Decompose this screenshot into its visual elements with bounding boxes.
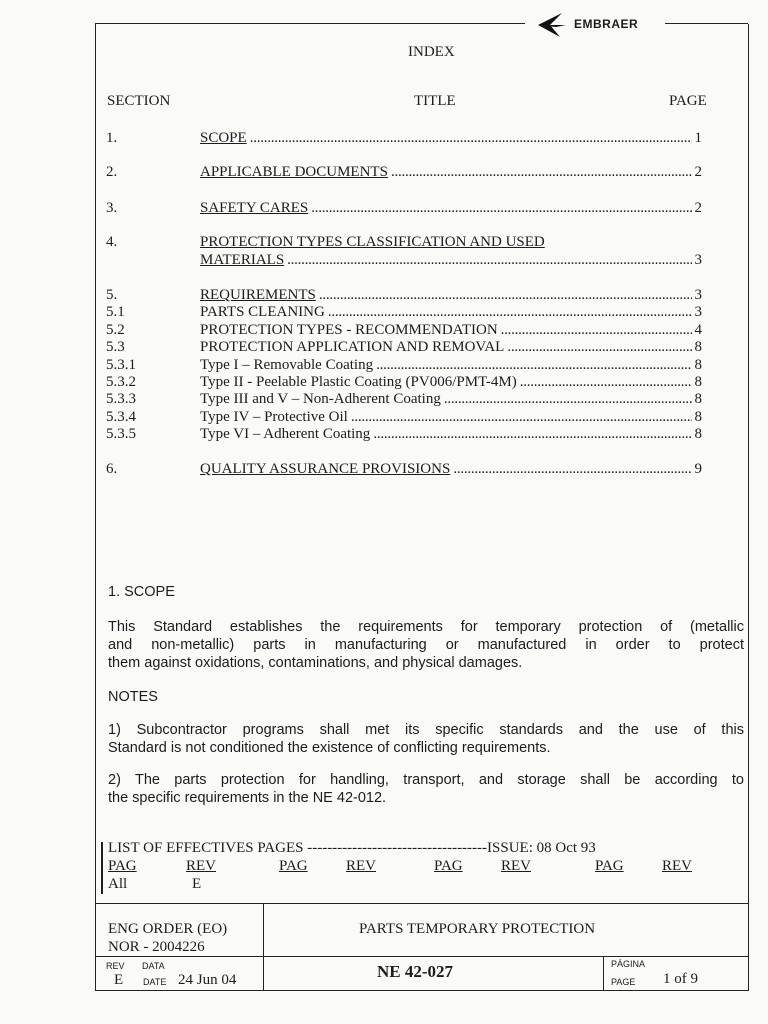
footer-divider — [603, 956, 604, 990]
toc-leader — [351, 408, 692, 426]
notes-heading: NOTES — [108, 689, 158, 705]
note-line: 1) Subcontractor programs shall met its specific standards and the use of this — [108, 722, 744, 738]
toc-row-4-cont[interactable] — [106, 251, 702, 269]
toc-leader — [250, 129, 692, 147]
toc-title[interactable]: Type III and V – Non-Adherent Coating — [200, 391, 441, 407]
toc-leader — [311, 199, 691, 217]
col-rev: REV — [346, 858, 376, 874]
toc-num: 1. — [106, 130, 118, 146]
toc-num: 2. — [106, 164, 118, 180]
embraer-arrow-icon — [536, 12, 570, 38]
toc-page: 4 — [694, 322, 702, 338]
toc-row-3[interactable] — [106, 199, 702, 217]
toc-leader — [507, 338, 691, 356]
toc-title[interactable]: Type IV – Protective Oil — [200, 409, 348, 425]
toc-row-5-3-3[interactable] — [106, 390, 702, 408]
toc-page: 8 — [694, 426, 702, 442]
toc-leader — [328, 303, 692, 321]
toc-num: 5.3.1 — [106, 357, 136, 373]
note-1 — [108, 721, 744, 757]
date-value: 24 Jun 04 — [178, 972, 237, 988]
toc-num: 5. — [106, 287, 118, 303]
col-title: TITLE — [414, 93, 456, 109]
toc-title[interactable]: REQUIREMENTS — [200, 287, 316, 303]
row-rev-value: E — [192, 876, 202, 892]
toc-leader — [376, 356, 691, 374]
row-pag-value: All — [108, 876, 128, 892]
toc-num: 6. — [106, 461, 118, 477]
col-section: SECTION — [107, 93, 171, 109]
toc-row-5-1[interactable] — [106, 303, 702, 321]
effective-pages-bar — [101, 842, 103, 894]
toc-title[interactable]: PROTECTION TYPES - RECOMMENDATION — [200, 322, 498, 338]
toc-page: 2 — [694, 200, 702, 216]
toc-title[interactable]: APPLICABLE DOCUMENTS — [200, 164, 388, 180]
toc-page: 8 — [694, 374, 702, 390]
toc-num: 5.3.5 — [106, 426, 136, 442]
toc-page: 8 — [694, 409, 702, 425]
toc-row-5-3[interactable] — [106, 338, 702, 356]
toc-page: 2 — [694, 164, 702, 180]
toc-row-5-3-5[interactable] — [106, 425, 702, 443]
toc-row-5-3-4[interactable] — [106, 408, 702, 426]
document-number: NE 42-027 — [377, 962, 454, 981]
scope-heading: 1. SCOPE — [108, 584, 175, 600]
toc-row-5-3-1[interactable] — [106, 356, 702, 374]
toc-row-5-2[interactable] — [106, 321, 702, 339]
footer-mid-rule — [95, 956, 748, 957]
col-pag: PAG — [279, 858, 308, 874]
toc-num: 5.3.2 — [106, 374, 136, 390]
toc-title[interactable]: QUALITY ASSURANCE PROVISIONS — [200, 461, 451, 477]
note-line: the specific requirements in the NE 42-012. — [108, 790, 387, 806]
toc-page: 9 — [694, 461, 702, 477]
toc-title[interactable]: MATERIALS — [200, 252, 285, 268]
document-title: PARTS TEMPORARY PROTECTION — [359, 921, 596, 937]
col-pag: PAG — [108, 858, 137, 874]
toc-num: 5.3 — [106, 339, 125, 355]
col-rev: REV — [501, 858, 531, 874]
scope-line: This Standard establishes the requirements for temporary protection of (metallic — [108, 619, 744, 635]
brand-name: EMBRAER — [574, 17, 639, 31]
toc-leader — [391, 163, 692, 181]
toc-title[interactable]: PROTECTION APPLICATION AND REMOVAL — [200, 339, 505, 355]
toc-title[interactable]: Type I – Removable Coating — [200, 357, 374, 373]
note-line: Standard is not conditioned the existence of conflicting requirements. — [108, 740, 551, 756]
toc-page: 3 — [694, 304, 702, 320]
toc-title[interactable]: SCOPE — [200, 130, 247, 146]
scope-paragraph — [108, 618, 744, 672]
toc-leader — [287, 251, 691, 269]
toc-leader — [319, 286, 692, 304]
data-label: DATA — [142, 961, 165, 971]
toc-row-6[interactable] — [106, 460, 702, 478]
toc-title[interactable]: Type VI – Adherent Coating — [200, 426, 371, 442]
toc-row-5-3-2[interactable] — [106, 373, 702, 391]
toc-num: 5.1 — [106, 304, 125, 320]
toc-page: 1 — [694, 130, 702, 146]
toc-title[interactable]: SAFETY CARES — [200, 200, 309, 216]
date-label: DATE — [143, 977, 167, 987]
toc-page: 3 — [694, 252, 702, 268]
toc-num: 3. — [106, 200, 118, 216]
toc-num: 5.3.4 — [106, 409, 136, 425]
toc-num: 5.3.3 — [106, 391, 136, 407]
col-pag: PAG — [434, 858, 463, 874]
col-rev: REV — [186, 858, 216, 874]
scope-line: and non-metallic) parts in manufacturing or manufactured in order to protect — [108, 637, 744, 653]
col-pag: PAG — [595, 858, 624, 874]
toc-title[interactable]: PROTECTION TYPES CLASSIFICATION AND USED — [200, 234, 545, 250]
toc-leader — [373, 425, 691, 443]
page-label: PAGE — [611, 977, 636, 987]
effective-pages-label: LIST OF EFFECTIVES PAGES ------------------------------------ISSUE: 08 Oct 93 — [108, 840, 596, 856]
scope-line: them against oxidations, contaminations, and physical damages. — [108, 655, 523, 671]
toc-row-2[interactable] — [106, 163, 702, 181]
toc-leader — [444, 390, 692, 408]
toc-page: 8 — [694, 339, 702, 355]
index-title: INDEX — [408, 44, 455, 60]
pagina-label: PÁGINA — [611, 959, 646, 969]
eng-order: ENG ORDER (EO) — [108, 921, 228, 937]
toc-num: 5.2 — [106, 322, 125, 338]
toc-page: 8 — [694, 357, 702, 373]
page-value: 1 of 9 — [663, 971, 698, 987]
col-rev: REV — [662, 858, 692, 874]
footer-divider — [263, 903, 264, 990]
toc-page: 3 — [694, 287, 702, 303]
note-line: 2) The parts protection for handling, transport, and storage shall be according to — [108, 772, 744, 788]
toc-row-4[interactable] — [106, 233, 702, 251]
toc-row-5[interactable] — [106, 286, 702, 304]
toc-leader — [453, 460, 691, 478]
toc-title[interactable]: PARTS CLEANING — [200, 304, 325, 320]
embraer-logo — [534, 11, 660, 39]
toc-leader — [501, 321, 692, 339]
toc-page: 8 — [694, 391, 702, 407]
toc-row-1[interactable] — [106, 129, 702, 147]
toc-leader — [520, 373, 692, 391]
footer-top-rule — [95, 903, 748, 904]
toc-num: 4. — [106, 234, 118, 250]
toc-title[interactable]: Type II - Peelable Plastic Coating (PV006/PMT-4M) — [200, 374, 517, 390]
rev-label: REV — [106, 961, 125, 971]
rev-value: E — [114, 972, 124, 988]
note-2 — [108, 771, 744, 807]
col-page: PAGE — [669, 93, 707, 109]
nor-number: NOR - 2004226 — [108, 939, 205, 955]
